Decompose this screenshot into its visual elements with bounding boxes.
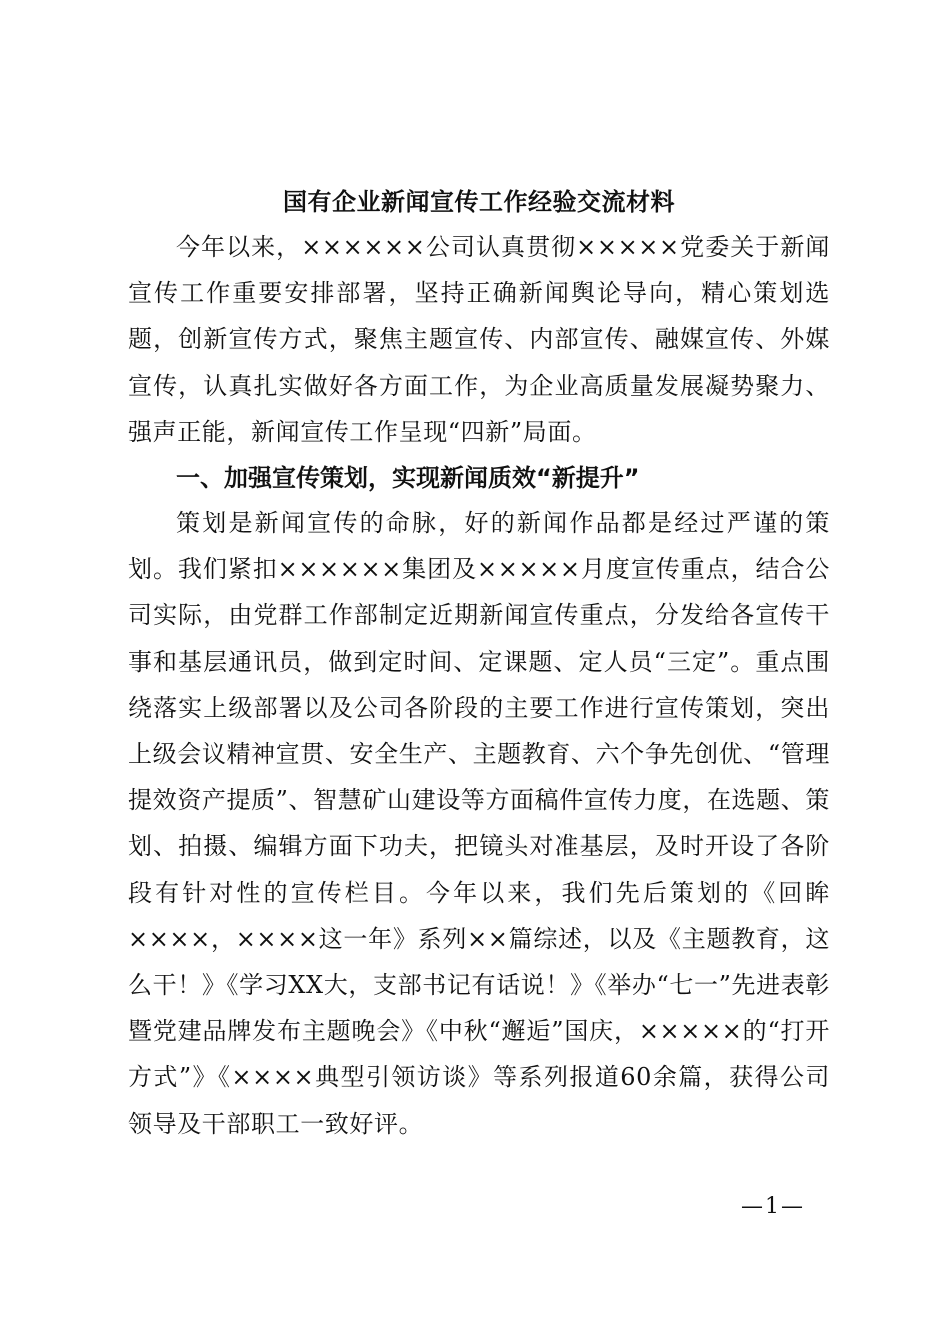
page-number: —1— <box>741 1194 805 1219</box>
document-title: 国有企业新闻宣传工作经验交流材料 <box>283 187 675 216</box>
section-heading: 一、加强宣传策划，实现新闻质效“新提升” <box>176 464 640 492</box>
section-paragraph: 策划是新闻宣传的命脉，好的新闻作品都是经过严谨的策划。我们紧扣××××××集团及×××××月度宣传重点，结合公司实际，由党群工作部制定近期新闻宣传重点，分发给各宣传干事和基层通讯员，做到定时间、定课题、定人员“三定”。重点围绕落实上级部署以及公司各阶段的主要工作进行宣传策划，突出上级会议精神宣贯、安全生产、主题教育、六个争先创优、“管理提效资产提质”、智慧矿山建设等方面稿件宣传力度，在选题、策划、拍摄、编辑方面下功夫，把镜头对准基层，及时开设了各阶段有针对性的宣传栏目。今年以来，我们先后策划的《回眸××××，××××这一年》系列××篇综述，以及《主题教育，这么干！》《学习XX大，支部书记有话说！》《举办“七一”先进表彰暨党建品牌发布主题晚会》《中秋“邂逅”国庆，×××××的“打开方式”》《××××典型引领访谈》等系列报道60余篇，获得公司领导及干部职工一致好评。 <box>128 509 830 1138</box>
intro-paragraph: 今年以来，××××××公司认真贯彻×××××党委关于新闻宣传工作重要安排部署，坚持正确新闻舆论导向，精心策划选题，创新宣传方式，聚焦主题宣传、内部宣传、融媒宣传、外媒宣传，认真扎实做好各方面工作，为企业高质量发展凝势聚力、强声正能，新闻宣传工作呈现“四新”局面。 <box>128 233 830 446</box>
